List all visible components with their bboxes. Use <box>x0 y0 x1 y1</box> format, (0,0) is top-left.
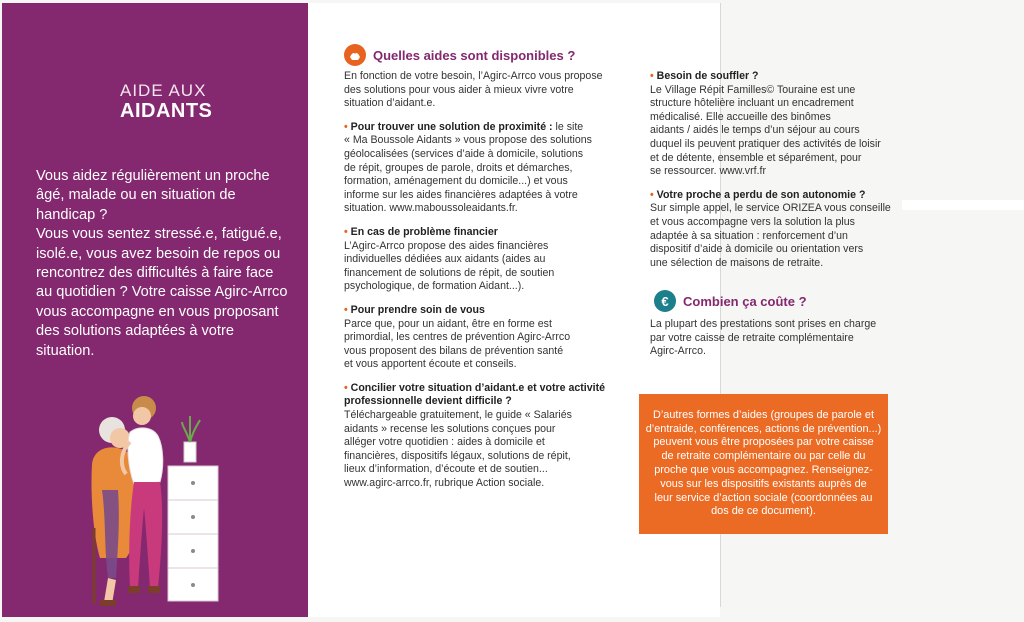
text-line: Agirc-Arrco. <box>650 345 706 358</box>
section-title: En cas de problème financier <box>350 225 498 238</box>
intro-line: vous accompagne en vous proposant <box>36 303 279 320</box>
bullet: • <box>344 225 348 238</box>
scan-edge-strip <box>902 200 1024 210</box>
intro-line: Vous aidez régulièrement un proche <box>36 168 270 184</box>
middle-heading: Quelles aides sont disponibles ? <box>373 47 576 63</box>
text-line: Parce que, pour un aidant, être en forme est <box>344 317 552 330</box>
cover-intro <box>36 167 306 361</box>
middle-heading-row <box>344 44 575 66</box>
text-line: L’Agirc-Arrco propose des aides financières <box>344 239 549 252</box>
text-line: médicalisé. Elle accueille des binômes <box>650 110 831 123</box>
section-title: Votre proche a perdu de son autonomie ? <box>656 188 866 201</box>
text-line: géolocalisées (services d’aide à domicile, solutions <box>344 147 584 160</box>
text-line: alléger votre quotidien : aides à domicile et <box>344 436 545 449</box>
section-title: Pour prendre soin de vous <box>350 303 485 316</box>
text-line: financement de solutions de répit, de soutien <box>344 266 555 279</box>
text-line: adaptée à sa situation : renforcement d’un <box>650 229 848 242</box>
text-line: proche que vous accompagnez. Renseignez- <box>654 464 873 476</box>
text-line: et vous apportent écoute et conseils. <box>344 358 517 371</box>
text-line: psychologique, de formation Aidant...). <box>344 280 525 293</box>
text-line: individuelles dédiées aux aidants (aides au <box>344 253 546 266</box>
intro-line: des solutions adaptées à votre <box>36 323 234 340</box>
section-title: Pour trouver une solution de proximité : <box>350 120 553 133</box>
text-line: se ressourcer. www.vrf.fr <box>650 165 766 178</box>
intro-line: Vous vous sentez stressé.e, fatigué.e, <box>36 226 282 243</box>
left-cover-panel <box>2 3 308 617</box>
text-line: et vous accompagne vers la solution la plus <box>650 215 855 228</box>
cost-heading: Combien ça coûte ? <box>683 293 807 309</box>
text-line: Sur simple appel, le service ORIZEA vous conseille <box>650 202 891 215</box>
text-line: situation. www.maboussoleaidants.fr. <box>344 202 518 215</box>
text-line: situation d’aidant.e. <box>344 97 436 110</box>
text-line: d’entraide, conférences, actions de prévention...) <box>645 422 882 435</box>
section-souffler <box>650 70 900 179</box>
intro-line: âgé, malade ou en situation de <box>36 187 236 204</box>
intro-line: rencontrez des difficultés à faire face <box>36 265 274 282</box>
intro-line: handicap ? <box>36 206 108 223</box>
text-line: informe sur les aides financières adaptées à votre <box>344 188 578 201</box>
middle-intro <box>344 70 606 111</box>
text-line: financières, dispositifs légaux, solutions de répit, <box>344 449 571 462</box>
text-line: duquel ils peuvent pratiquer des activités de loisir <box>650 137 881 150</box>
section-title: Besoin de souffler ? <box>656 70 759 82</box>
caregiver-illustration-icon <box>90 378 230 610</box>
cover-title-big: AIDANTS <box>120 100 213 122</box>
text-line: www.agirc-arrco.fr, rubrique Action sociale. <box>344 477 545 490</box>
info-box <box>639 394 888 534</box>
text-line: dos de ce document). <box>711 505 816 518</box>
text-line: Téléchargeable gratuitement, le guide « Salariés <box>344 409 572 422</box>
text-line: par votre caisse de retraite complémentaire <box>650 331 854 344</box>
text-line: D’autres formes d’aides (groupes de parole et <box>653 408 874 421</box>
intro-line: situation. <box>36 342 95 359</box>
cost-paragraph <box>650 318 900 359</box>
section-concilier <box>344 382 606 491</box>
text-line: et de détente, ensemble et séparément, pour <box>650 151 862 164</box>
section-financier <box>344 226 606 294</box>
bullet: • <box>650 70 654 82</box>
euro-icon: € <box>654 290 676 312</box>
text-line: « Ma Boussole Aidants » vous propose des solutions <box>344 134 592 147</box>
hands-icon <box>344 44 366 66</box>
text-line: aidants / aidés le temps d’un séjour au cours <box>650 124 860 137</box>
cost-text <box>650 318 900 365</box>
intro-line: isolé.e, vous avez besoin de repos ou <box>36 245 281 262</box>
text-line: vous sur les dispositifs existants auprès de <box>660 477 867 490</box>
section-proximite <box>344 121 606 216</box>
info-box-text <box>645 409 882 519</box>
text-line: dispositif d’aide à domicile ou orientation vers <box>650 243 864 256</box>
text-line: primordial, les centres de prévention Agirc-Arrco <box>344 331 571 344</box>
text-line: Le Village Répit Familles© Touraine est une <box>650 83 856 96</box>
text-line: de retraite complémentaire ou par celle du <box>661 450 866 463</box>
cover-title-small: AIDE AUX <box>120 81 207 100</box>
bullet: • <box>344 381 348 394</box>
text-line: En fonction de votre besoin, l’Agirc-Arrco vous propose <box>344 70 603 82</box>
text-line: le site <box>555 120 584 133</box>
cost-heading-row <box>654 290 807 312</box>
intro-line: au quotidien ? Votre caisse Agirc-Arrco <box>36 284 288 301</box>
text-line: des solutions pour vous aider à mieux vivre votre <box>344 83 574 96</box>
section-autonomie <box>650 189 900 271</box>
text-line: leur service d’action sociale (coordonnées au <box>654 491 873 504</box>
bullet: • <box>344 120 348 133</box>
text-line: peuvent vous être proposées par votre caisse <box>653 436 874 449</box>
section-title: Concilier votre situation d’aidant.e et votre activité professionnelle devient difficile ? <box>344 381 605 408</box>
text-line: vous proposent des bilans de prévention santé <box>344 344 564 357</box>
bullet: • <box>650 188 654 201</box>
bullet: • <box>344 303 348 316</box>
section-soin <box>344 304 606 372</box>
text-line: aidants » recense les solutions conçues pour <box>344 422 556 435</box>
text-line: La plupart des prestations sont prises en charge <box>650 318 877 330</box>
middle-column <box>344 70 606 497</box>
right-column <box>650 70 900 276</box>
text-line: formation, aménagement du domicile...) et vous <box>344 175 568 188</box>
text-line: structure hôtelière incluant un encadrement <box>650 97 854 110</box>
text-line: une sélection de maisons de retraite. <box>650 256 824 269</box>
text-line: lieux d’information, d’écoute et de soutien... <box>344 463 548 476</box>
text-line: de répit, groupes de parole, droits et démarches, <box>344 161 573 174</box>
